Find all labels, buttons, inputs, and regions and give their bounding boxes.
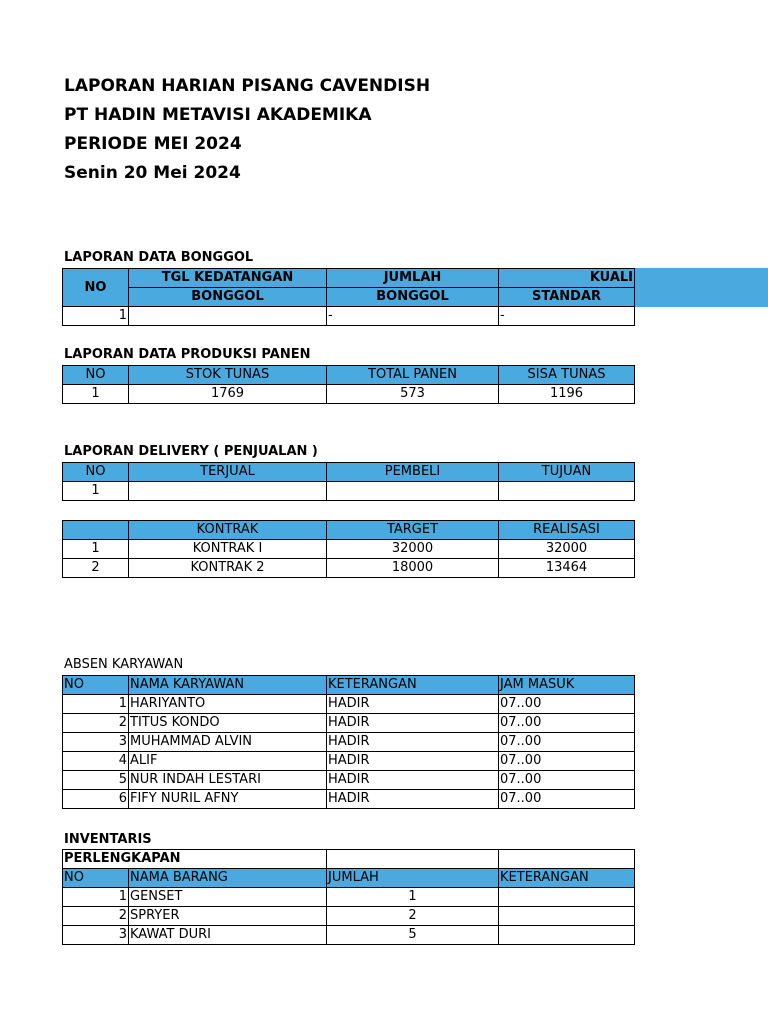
table-cell: 3 bbox=[63, 733, 129, 752]
produksi-table bbox=[62, 365, 635, 404]
table-subtitle-row bbox=[63, 850, 635, 869]
header-cell: KONTRAK bbox=[129, 521, 327, 540]
table-cell: 1769 bbox=[129, 385, 327, 404]
table-row bbox=[63, 714, 635, 733]
table-cell: KAWAT DURI bbox=[129, 926, 327, 945]
header-fill-overflow bbox=[634, 268, 768, 307]
header-cell: NO bbox=[63, 676, 129, 695]
header-cell: JAM MASUK bbox=[499, 676, 635, 695]
table-cell: 5 bbox=[327, 926, 499, 945]
header-cell: NAMA KARYAWAN bbox=[129, 676, 327, 695]
table-header-row bbox=[63, 366, 635, 385]
header-cell: NO bbox=[63, 869, 129, 888]
table-cell bbox=[129, 307, 327, 326]
header-cell: PEMBELI bbox=[327, 463, 499, 482]
table-cell: 32000 bbox=[327, 540, 499, 559]
table-row bbox=[63, 926, 635, 945]
table-cell: KONTRAK I bbox=[129, 540, 327, 559]
table-cell: 2 bbox=[327, 907, 499, 926]
table-cell bbox=[499, 926, 635, 945]
table-cell bbox=[499, 850, 635, 869]
delivery-table bbox=[62, 462, 635, 501]
table-cell: FIFY NURIL AFNY bbox=[129, 790, 327, 809]
table-cell: 573 bbox=[327, 385, 499, 404]
table-cell: 07..00 bbox=[499, 714, 635, 733]
table-cell: 2 bbox=[63, 559, 129, 578]
table-cell: - bbox=[499, 307, 635, 326]
header-cell: TARGET bbox=[327, 521, 499, 540]
header-cell-jumlah-sub: BONGGOL bbox=[327, 288, 499, 307]
header-cell-jumlah: JUMLAH bbox=[327, 269, 499, 288]
table-cell: 6 bbox=[63, 790, 129, 809]
table-cell: 2 bbox=[63, 907, 129, 926]
table-row bbox=[63, 888, 635, 907]
table-cell: 07..00 bbox=[499, 752, 635, 771]
produksi-section-title: LAPORAN DATA PRODUKSI PANEN bbox=[64, 347, 311, 362]
table-cell: 1 bbox=[63, 540, 129, 559]
table-cell bbox=[327, 482, 499, 501]
table-cell: ALIF bbox=[129, 752, 327, 771]
table-header-row bbox=[63, 676, 635, 695]
table-cell: 13464 bbox=[499, 559, 635, 578]
header-cell: TUJUAN bbox=[499, 463, 635, 482]
table-row bbox=[63, 559, 635, 578]
table-cell bbox=[499, 907, 635, 926]
table-cell: 1 bbox=[63, 385, 129, 404]
table-cell: 32000 bbox=[499, 540, 635, 559]
table-row bbox=[63, 540, 635, 559]
absen-table bbox=[62, 675, 635, 809]
table-cell bbox=[327, 850, 499, 869]
table-cell: HADIR bbox=[327, 714, 499, 733]
header-cell-no: NO bbox=[63, 269, 129, 307]
header-cell: KETERANGAN bbox=[499, 869, 635, 888]
header-cell: JUMLAH bbox=[327, 869, 499, 888]
company-name: PT HADIN METAVISI AKADEMIKA bbox=[64, 105, 372, 125]
table-row bbox=[63, 771, 635, 790]
table-row bbox=[63, 385, 635, 404]
table-cell: 4 bbox=[63, 752, 129, 771]
header-cell: NO bbox=[63, 463, 129, 482]
table-cell: 1 bbox=[63, 695, 129, 714]
table-cell: 18000 bbox=[327, 559, 499, 578]
table-row bbox=[63, 733, 635, 752]
header-cell-tgl-sub: BONGGOL bbox=[129, 288, 327, 307]
inventaris-subtitle: PERLENGKAPAN bbox=[63, 850, 327, 869]
table-cell: 07..00 bbox=[499, 733, 635, 752]
header-cell: SISA TUNAS bbox=[499, 366, 635, 385]
table-cell: 1 bbox=[63, 482, 129, 501]
table-cell: HADIR bbox=[327, 695, 499, 714]
bonggol-table bbox=[62, 268, 635, 326]
table-cell: 3 bbox=[63, 926, 129, 945]
table-cell: 07..00 bbox=[499, 790, 635, 809]
table-cell: 1 bbox=[327, 888, 499, 907]
table-cell: MUHAMMAD ALVIN bbox=[129, 733, 327, 752]
table-header-row bbox=[63, 463, 635, 482]
table-row bbox=[63, 695, 635, 714]
table-row bbox=[63, 790, 635, 809]
table-cell: 07..00 bbox=[499, 771, 635, 790]
table-cell: 1 bbox=[63, 888, 129, 907]
table-cell: TITUS KONDO bbox=[129, 714, 327, 733]
header-cell: STOK TUNAS bbox=[129, 366, 327, 385]
table-header-row bbox=[63, 288, 635, 307]
table-cell: NUR INDAH LESTARI bbox=[129, 771, 327, 790]
table-cell: KONTRAK 2 bbox=[129, 559, 327, 578]
table-cell: 1 bbox=[63, 307, 129, 326]
delivery-section-title: LAPORAN DELIVERY ( PENJUALAN ) bbox=[64, 444, 318, 459]
header-cell-kualitas: KUALI bbox=[499, 269, 635, 288]
table-cell: 1196 bbox=[499, 385, 635, 404]
table-cell bbox=[129, 482, 327, 501]
kontrak-table bbox=[62, 520, 635, 578]
header-cell: TOTAL PANEN bbox=[327, 366, 499, 385]
table-row bbox=[63, 482, 635, 501]
table-row bbox=[63, 907, 635, 926]
table-cell: HARIYANTO bbox=[129, 695, 327, 714]
report-date: Senin 20 Mei 2024 bbox=[64, 163, 241, 183]
table-header-row bbox=[63, 269, 635, 288]
bonggol-section-title: LAPORAN DATA BONGGOL bbox=[64, 250, 254, 265]
header-cell bbox=[63, 521, 129, 540]
table-header-row bbox=[63, 521, 635, 540]
table-cell: SPRYER bbox=[129, 907, 327, 926]
header-cell: REALISASI bbox=[499, 521, 635, 540]
table-cell: 07..00 bbox=[499, 695, 635, 714]
table-row bbox=[63, 307, 635, 326]
report-period: PERIODE MEI 2024 bbox=[64, 134, 242, 154]
table-cell: HADIR bbox=[327, 771, 499, 790]
inventaris-section-title: INVENTARIS bbox=[64, 832, 152, 847]
inventaris-table bbox=[62, 849, 635, 945]
table-cell: - bbox=[327, 307, 499, 326]
table-cell: HADIR bbox=[327, 790, 499, 809]
table-cell: 5 bbox=[63, 771, 129, 790]
table-cell: GENSET bbox=[129, 888, 327, 907]
header-cell: KETERANGAN bbox=[327, 676, 499, 695]
header-cell-standar: STANDAR bbox=[499, 288, 635, 307]
header-cell: NO bbox=[63, 366, 129, 385]
header-cell: TERJUAL bbox=[129, 463, 327, 482]
table-header-row bbox=[63, 869, 635, 888]
table-cell: HADIR bbox=[327, 752, 499, 771]
table-cell bbox=[499, 482, 635, 501]
table-cell: HADIR bbox=[327, 733, 499, 752]
table-cell bbox=[499, 888, 635, 907]
absen-section-title: ABSEN KARYAWAN bbox=[64, 657, 184, 672]
table-row bbox=[63, 752, 635, 771]
header-cell: NAMA BARANG bbox=[129, 869, 327, 888]
table-cell: 2 bbox=[63, 714, 129, 733]
header-cell-tgl: TGL KEDATANGAN bbox=[129, 269, 327, 288]
report-title: LAPORAN HARIAN PISANG CAVENDISH bbox=[64, 76, 431, 96]
